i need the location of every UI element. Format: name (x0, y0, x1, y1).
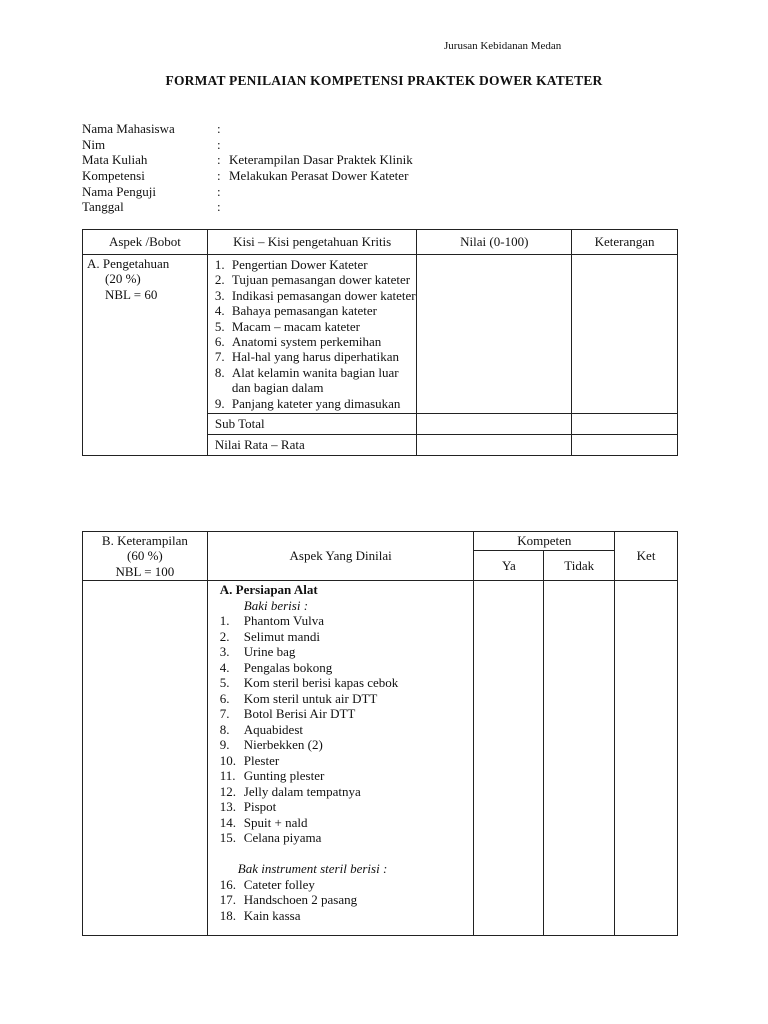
kisi-cell (207, 255, 417, 414)
list-item: 2. Selimut mandi (219, 628, 320, 644)
aspect-weight: (60 %) (127, 548, 163, 564)
average-label: Nilai Rata – Rata (207, 435, 417, 456)
header-note: Jurusan Kebidanan Medan (444, 40, 562, 52)
knowledge-table (82, 229, 678, 456)
aspect-nbl: NBL = 100 (115, 563, 175, 579)
table-row (83, 581, 678, 936)
header-kompeten: Kompeten (474, 532, 615, 551)
subtotal-keterangan-cell[interactable] (572, 414, 678, 435)
identity-value: Keterampilan Dasar Praktek Klinik (229, 152, 413, 168)
list-item: 3. Indikasi pemasangan dower kateter (214, 287, 416, 303)
colon: : (217, 183, 221, 199)
identity-label: Nim (82, 136, 106, 152)
baki-label: Baki berisi : (243, 597, 309, 613)
list-item: 9. Panjang kateter yang dimasukan (214, 395, 401, 411)
colon: : (217, 121, 221, 136)
identity-label: Tanggal (82, 199, 124, 215)
list-item: 2. Tujuan pemasangan dower kateter (214, 272, 411, 288)
header-nilai: Nilai (0-100) (417, 230, 572, 255)
aspek-list-cell (207, 581, 474, 936)
ket-cell[interactable] (615, 581, 678, 936)
list-item: 8. Aquabidest (219, 721, 303, 737)
aspect-nbl: NBL = 60 (105, 286, 158, 302)
list-item: 1. Phantom Vulva (219, 613, 325, 629)
list-item: 5. Kom steril berisi kapas cebok (219, 675, 399, 691)
list-item: 7. Hal-hal yang harus diperhatikan (214, 349, 399, 365)
subtotal-label: Sub Total (207, 414, 417, 435)
bak-label: Bak instrument steril berisi : (237, 861, 388, 877)
spacer (220, 846, 474, 862)
section-heading: A. Persiapan Alat (219, 582, 318, 598)
list-item: 3. Urine bag (219, 644, 296, 660)
colon: : (217, 168, 221, 184)
identity-label: Nama Penguji (82, 183, 157, 199)
list-item: 10. Plester (219, 752, 280, 768)
list-item: 5. Macam – macam kateter (214, 318, 360, 334)
list-item: 7. Botol Berisi Air DTT (219, 706, 356, 722)
header-ket: Ket (615, 532, 678, 581)
list-item: 16. Cateter folley (219, 876, 315, 892)
list-item: 1. Pengertian Dower Kateter (214, 257, 368, 272)
list-item: 17. Handschoen 2 pasang (219, 892, 358, 908)
header-tidak: Tidak (544, 551, 615, 581)
header-keterangan: Keterangan (572, 230, 678, 255)
subtotal-nilai-cell[interactable] (417, 414, 572, 435)
ya-cell[interactable] (474, 581, 544, 936)
list-item: 4. Pengalas bokong (219, 659, 333, 675)
table-header-row (83, 532, 678, 551)
table-row (83, 255, 678, 414)
nilai-cell[interactable] (417, 255, 572, 414)
list-item: 13. Pispot (219, 799, 277, 815)
list-item: 6. Anatomi system perkemihan (214, 334, 382, 350)
tidak-cell[interactable] (544, 581, 615, 936)
aspect-cell-b (83, 532, 208, 581)
header-ya: Ya (474, 551, 544, 581)
table-header-row (83, 230, 678, 255)
list-item: 6. Kom steril untuk air DTT (219, 690, 378, 706)
colon: : (217, 152, 221, 168)
list-item: 18. Kain kassa (219, 907, 301, 923)
aspect-empty-cell (83, 581, 208, 936)
aspect-weight: (20 %) (105, 271, 141, 287)
identity-value: Melakukan Perasat Dower Kateter (229, 168, 409, 184)
list-item: 4. Bahaya pemasangan kateter (214, 303, 377, 319)
list-item: 15. Celana piyama (219, 830, 322, 846)
list-item: 12. Jelly dalam tempatnya (219, 783, 361, 799)
identity-label: Mata Kuliah (82, 152, 148, 168)
list-item: 11. Gunting plester (219, 768, 325, 784)
average-nilai-cell[interactable] (417, 435, 572, 456)
list-item: 14. Spuit + nald (219, 814, 308, 830)
header-aspek-dinilai: Aspek Yang Dinilai (207, 532, 474, 581)
document-title: FORMAT PENILAIAN KOMPETENSI PRAKTEK DOWER KATETER (165, 73, 603, 88)
identity-label: Kompetensi (82, 168, 145, 184)
aspect-title: A. Pengetahuan (87, 256, 170, 271)
skill-table (82, 531, 678, 936)
header-kisi: Kisi – Kisi pengetahuan Kritis (207, 230, 417, 255)
colon: : (217, 199, 221, 215)
header-aspek-bobot: Aspek /Bobot (83, 230, 208, 255)
colon: : (217, 136, 221, 152)
identity-label: Nama Mahasiswa (82, 121, 175, 136)
list-item: 8. Alat kelamin wanita bagian luar dan bagian dalam (214, 364, 399, 396)
aspect-cell (83, 255, 208, 456)
list-item: 9. Nierbekken (2) (219, 737, 323, 753)
aspect-title: B. Keterampilan (101, 533, 188, 548)
average-keterangan-cell[interactable] (572, 435, 678, 456)
keterangan-cell[interactable] (572, 255, 678, 414)
